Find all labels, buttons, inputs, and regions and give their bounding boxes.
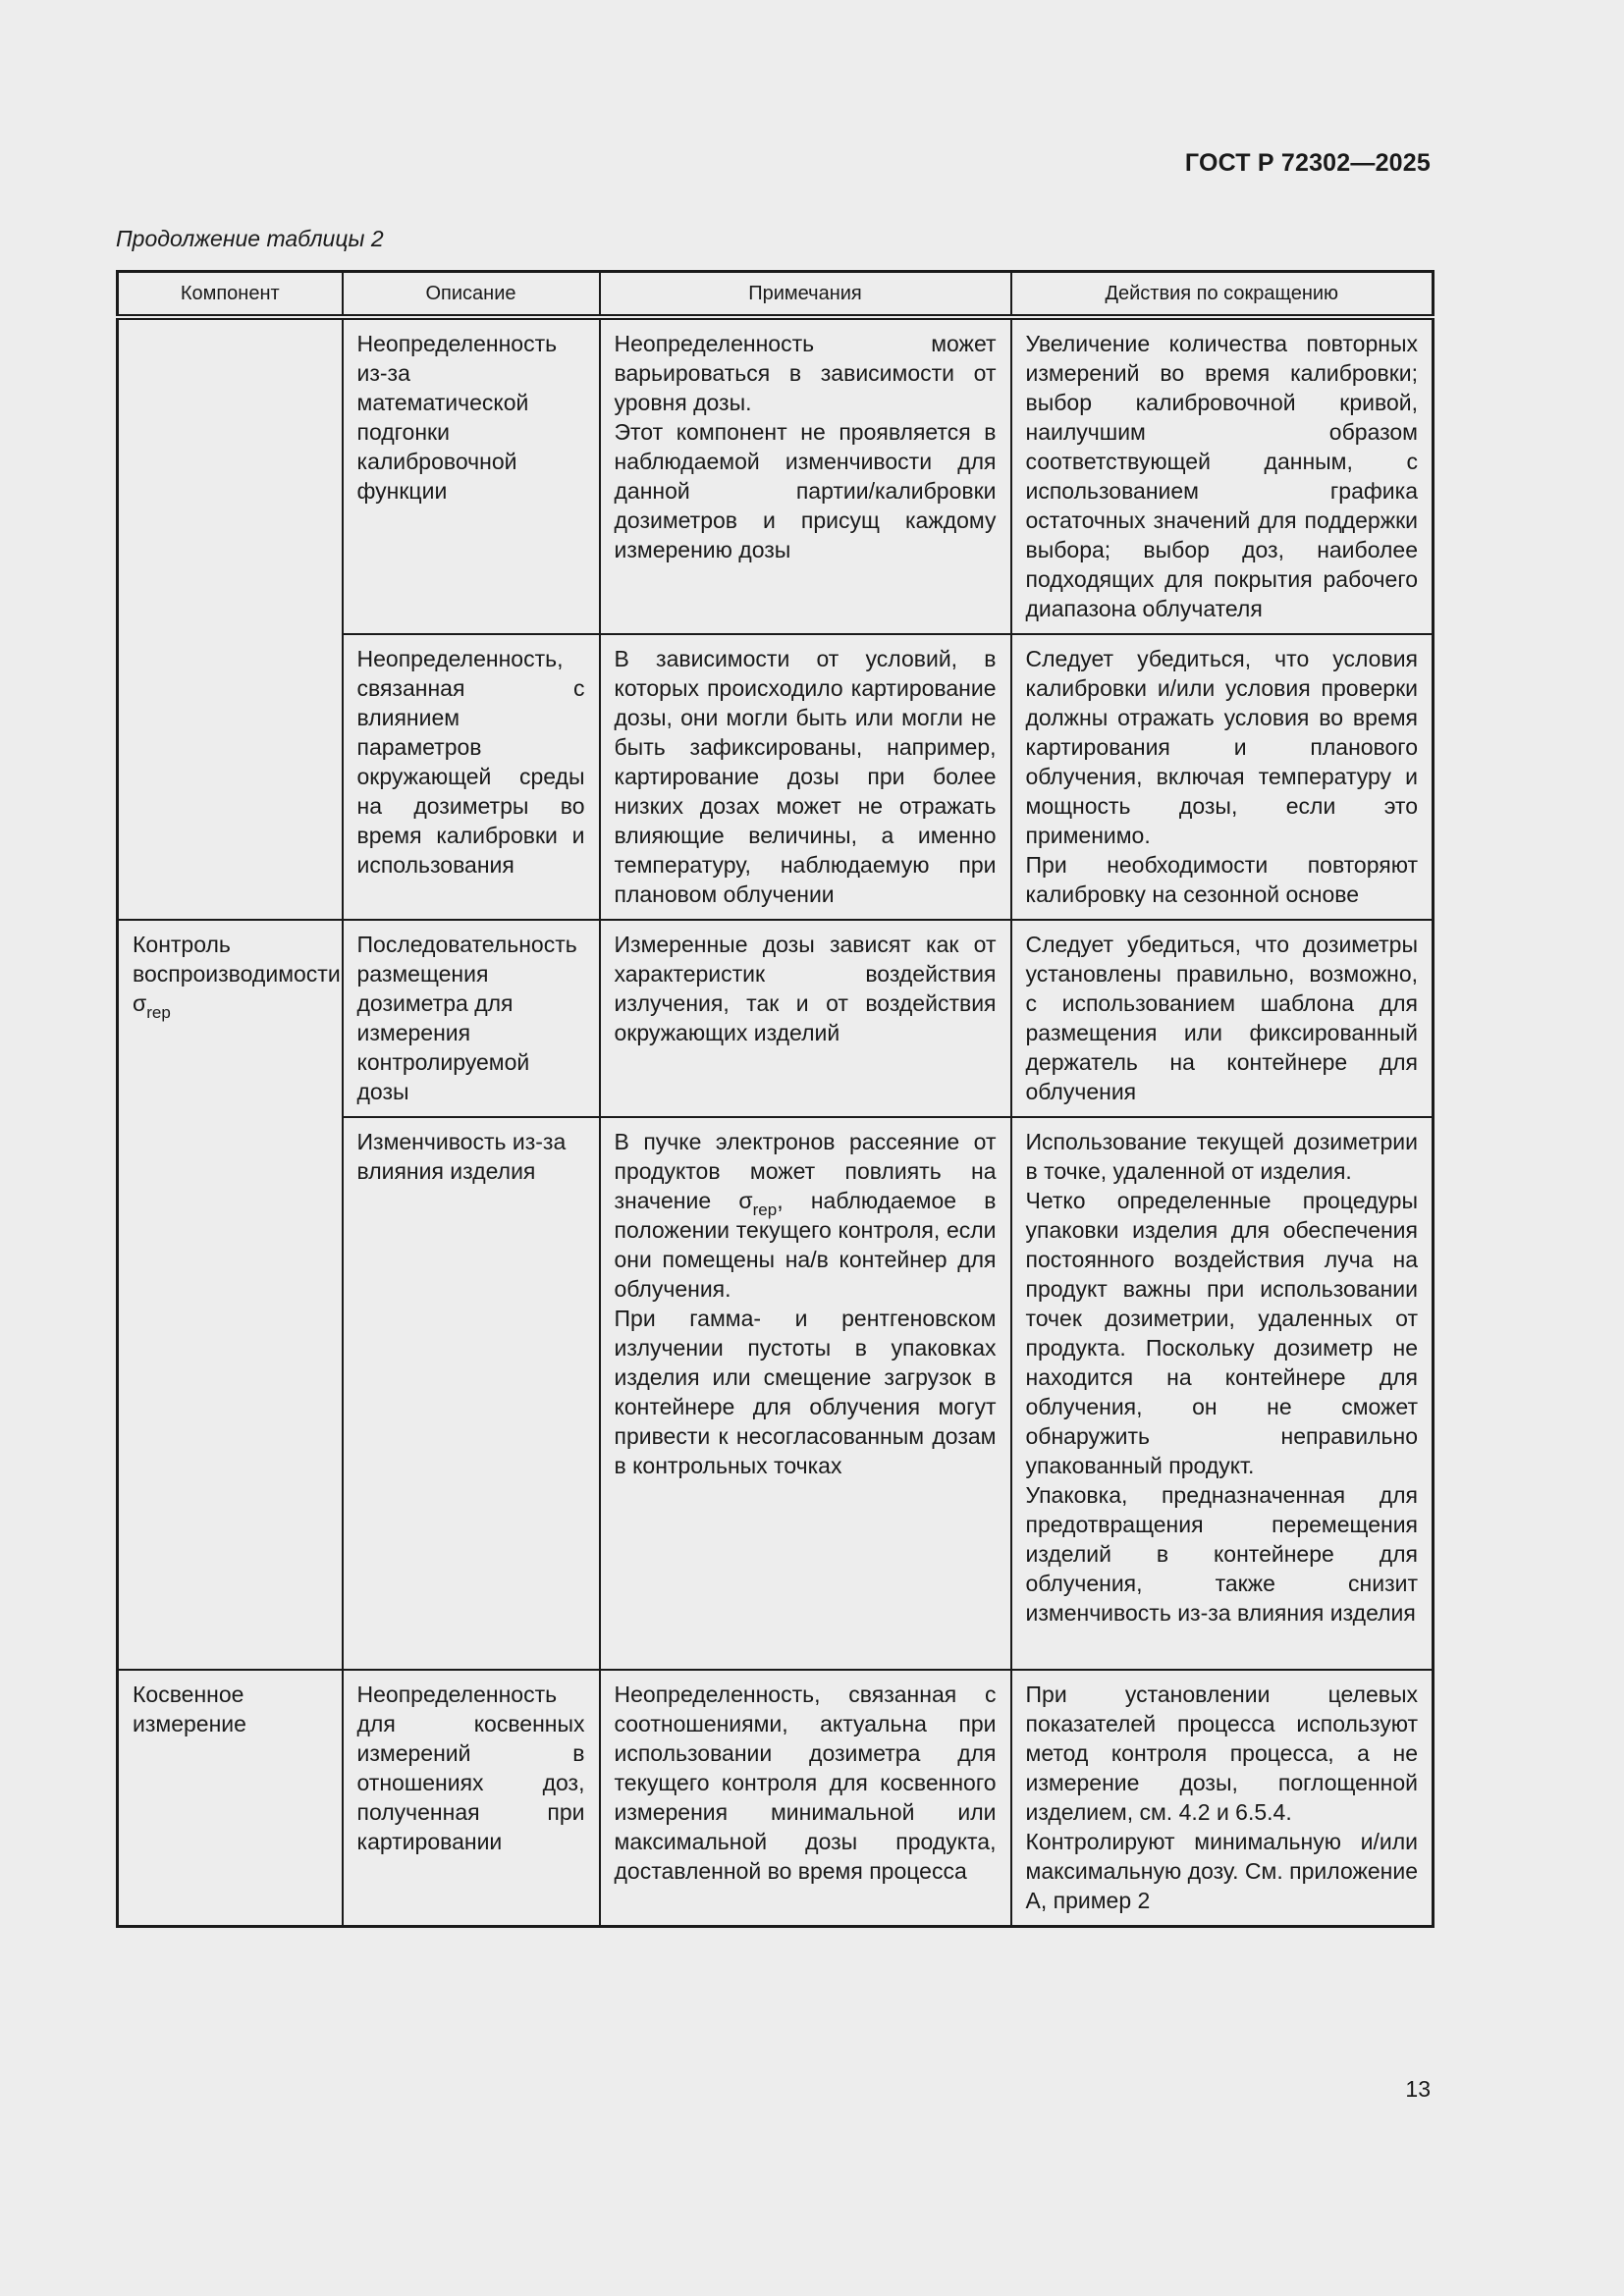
document-code: ГОСТ Р 72302—2025 [1184, 149, 1431, 177]
description-cell: Неопределенность, связанная с влиянием параметров окружающей среды на дозиметры во время калибровки и использования [343, 634, 600, 920]
notes-paragraph: Измеренные дозы зависят как от характеристик воздействия излучения, так и от воздействия окружающих изделий [614, 932, 997, 1045]
notes-paragraph: Неопределенность может варьироваться в зависимости от уровня дозы. [614, 331, 997, 415]
actions-paragraph: При установлении целевых показателей процесса используют метод контроля процесса, а не измерение дозы, поглощенной изделием, см. 4.2 и 6.5.4. [1025, 1682, 1418, 1825]
notes-paragraph: В зависимости от условий, в которых происходило картирование дозы, они могли быть или могли не быть зафиксированы, например, картирование дозы при более низких дозах может не отражать влияющие величины, а именно температуру, наблюдаемую при плановом облучении [614, 646, 997, 907]
column-header-notes: Примечания [600, 272, 1011, 318]
component-cell [118, 317, 343, 920]
actions-cell [1011, 634, 1434, 920]
description-cell: Изменчивость из-за влияния изделия [343, 1117, 600, 1670]
actions-cell [1011, 1670, 1434, 1927]
actions-paragraph: Следует убедиться, что условия калибровки и/или условия проверки должны отражать условия во время картирования и планового облучения, включая температуру и мощность дозы, если это применимо. [1025, 646, 1418, 848]
table-row [118, 1670, 1434, 1927]
actions-paragraph: Контролируют минимальную и/или максимальную дозу. См. приложение А, пример 2 [1025, 1829, 1418, 1913]
description-cell: Последовательность размещения дозиметра для измерения контролируемой дозы [343, 920, 600, 1117]
description-cell: Неопределенность из-за математической подгонки калибровочной функции [343, 317, 600, 634]
table-row [118, 317, 1434, 634]
notes-paragraph: Неопределенность, связанная с соотношениями, актуальна при использовании дозиметра для текущего контроля для косвенного измерения минимальной или максимальной дозы продукта, доставленной во время процесса [614, 1682, 997, 1884]
table-caption: Продолжение таблицы 2 [116, 226, 384, 251]
page-number: 13 [1405, 2076, 1431, 2102]
table-header-row [118, 272, 1434, 318]
actions-paragraph: Увеличение количества повторных измерений во время калибровки; выбор калибровочной кривой, наилучшим образом соответствующей данным, с использованием графика остаточных значений для поддержки выбора; выбор доз, наиболее подходящих для покрытия рабочего диапазона облучателя [1025, 331, 1418, 621]
component-label: Контроль воспроизводимости [133, 932, 341, 987]
notes-paragraph: При гамма- и рентгеновском излучении пустоты в упаковках изделия или смещение загрузок в контейнере для облучения могут привести к несогласованным дозам в контрольных точках [614, 1306, 997, 1478]
actions-cell [1011, 317, 1434, 634]
actions-cell [1011, 920, 1434, 1117]
actions-paragraph: При необходимости повторяют калибровку на сезонной основе [1025, 852, 1418, 907]
notes-paragraph: Этот компонент не проявляется в наблюдаемой изменчивости для данной партии/калибровки дозиметров и присущ каждому измерению дозы [614, 419, 997, 562]
table-row [118, 920, 1434, 1117]
component-cell [118, 920, 343, 1670]
notes-cell [600, 317, 1011, 634]
column-header-description: Описание [343, 272, 600, 318]
notes-cell [600, 1117, 1011, 1670]
description-cell: Неопределенность для косвенных измерений в отношениях доз, полученная при картировании [343, 1670, 600, 1927]
component-cell: Косвенное измерение [118, 1670, 343, 1927]
actions-paragraph: Следует убедиться, что дозиметры установлены правильно, возможно, с использованием шаблона для размещения или фиксированный держатель на контейнере для облучения [1025, 932, 1418, 1104]
column-header-actions: Действия по сокращению [1011, 272, 1434, 318]
notes-paragraph: В пучке электронов рассеяние от продуктов может повлиять на значение $\sigma_{rep}$, наблюдаемое в положении текущего контроля, если они помещены на/в контейнер для облучения. [614, 1129, 997, 1302]
actions-paragraph: Использование текущей дозиметрии в точке, удаленной от изделия. [1025, 1129, 1418, 1184]
data-table [116, 270, 1435, 1928]
component-symbol: $\sigma_{rep}$ [133, 990, 171, 1022]
column-header-component: Компонент [118, 272, 343, 318]
notes-cell [600, 920, 1011, 1117]
actions-paragraph: Четко определенные процедуры упаковки изделия для обеспечения постоянного воздействия луча на продукт важны при использовании точек дозиметрии, удаленных от продукта. Поскольку дозиметр не находится на контейнере для облучения, он не сможет обнаружить неправильно упакованный продукт. [1025, 1188, 1418, 1478]
notes-cell [600, 634, 1011, 920]
actions-paragraph: Упаковка, предназначенная для предотвращения перемещения изделий в контейнере для облучения, также снизит изменчивость из-за влияния изделия [1025, 1482, 1418, 1626]
notes-cell [600, 1670, 1011, 1927]
actions-cell [1011, 1117, 1434, 1670]
